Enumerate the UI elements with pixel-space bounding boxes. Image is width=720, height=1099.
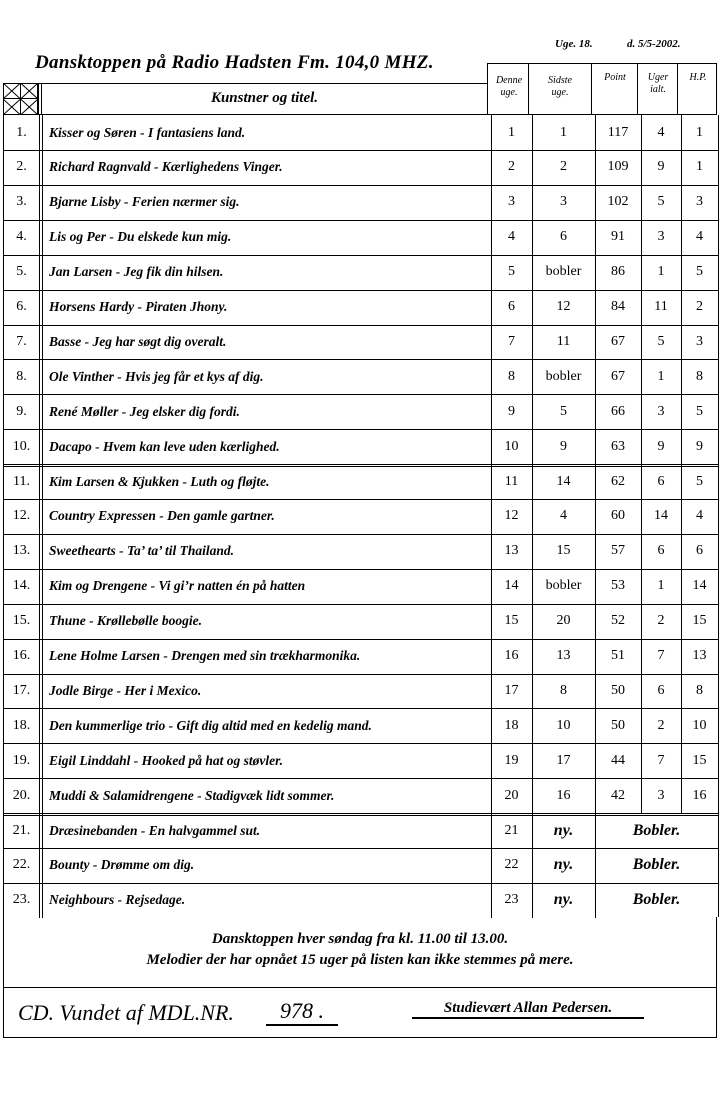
- points-value: 117: [607, 124, 629, 140]
- last-week-value: bobler: [545, 264, 582, 280]
- weeks-value: 6: [657, 543, 665, 559]
- rank-number: 5.: [16, 264, 27, 280]
- last-week-value: 17: [556, 752, 571, 768]
- hp-value: 15: [692, 752, 707, 768]
- last-week-value: 3: [560, 194, 567, 210]
- rank-number: 6.: [16, 299, 27, 314]
- col-artist-title: Kunstner og titel.: [210, 90, 319, 106]
- last-week-value: bobler: [545, 368, 582, 384]
- rank-number: 7.: [16, 333, 27, 349]
- rank-number: 21.: [12, 822, 31, 838]
- hp-value: 8: [696, 368, 703, 384]
- artist-title: Horsens Hardy - Piraten Jhony.: [49, 299, 228, 314]
- last-week-value: 9: [560, 438, 567, 454]
- points-value: 42: [611, 787, 625, 803]
- last-week-value: 10: [556, 717, 571, 733]
- weeks-value: 5: [657, 333, 665, 349]
- rank-number: 9.: [16, 403, 27, 419]
- hp-value: 6: [696, 543, 703, 559]
- artist-title: Eigil Linddahl - Hooked på hat og støvler.: [49, 752, 284, 768]
- table-row: [4, 778, 718, 816]
- rank-number: 2.: [16, 159, 27, 175]
- artist-title: Muddi & Salamidrengene - Stadigvæk lidt sommer.: [49, 787, 335, 803]
- last-week-value: 11: [556, 333, 571, 349]
- rank-number: 3.: [16, 194, 27, 210]
- last-week-value: 6: [560, 229, 567, 245]
- table-row: [4, 115, 718, 151]
- last-week-value: ny.: [553, 856, 574, 874]
- hp-value: 8: [696, 682, 703, 698]
- hp-value: 1: [696, 159, 703, 175]
- hp-value: 15: [692, 613, 707, 629]
- rank-number: 20.: [12, 787, 31, 803]
- points-value: 91: [611, 229, 625, 245]
- rank-number: 4.: [16, 229, 27, 245]
- points-value: 66: [611, 403, 625, 419]
- table-row: [4, 673, 718, 709]
- points-value: 44: [611, 752, 625, 768]
- table-row: [4, 185, 718, 221]
- rank-number: 19.: [12, 752, 31, 768]
- last-week-value: ny.: [553, 891, 574, 909]
- rank-number: 18.: [12, 717, 31, 733]
- artist-title: Bounty - Drømme om dig.: [49, 857, 195, 873]
- this-week-value: 1: [508, 124, 515, 140]
- artist-title: Dræsinebanden - En halvgammel sut.: [49, 822, 261, 838]
- artist-title: Kisser og Søren - I fantasiens land.: [49, 124, 246, 140]
- page-title: Dansktoppen på Radio Hadsten Fm. 104,0 MHZ.: [35, 52, 434, 73]
- artist-title: Bjarne Lisby - Ferien nærmer sig.: [49, 194, 240, 210]
- rank-number: 16.: [12, 648, 31, 663]
- rank-number: 1.: [16, 124, 27, 140]
- weeks-value: 1: [657, 264, 665, 280]
- artist-title: Kim og Drengene - Vi gi’r natten én på hatten: [49, 578, 306, 594]
- last-week-value: 5: [560, 403, 567, 419]
- table-header: [3, 63, 717, 115]
- hp-value: 4: [696, 508, 703, 524]
- artist-title: Jan Larsen - Jeg fik din hilsen.: [49, 264, 224, 280]
- hp-value: 16: [692, 787, 707, 803]
- rank-number: 13.: [12, 543, 31, 559]
- rank-number: 12.: [12, 508, 31, 524]
- hp-value: 4: [696, 229, 703, 245]
- status-label: Bobler.: [632, 856, 681, 874]
- weeks-value: 4: [657, 124, 665, 140]
- points-value: 50: [611, 682, 625, 698]
- this-week-value: 13: [504, 543, 519, 559]
- host-label: Studievært Allan Pedersen.: [412, 1000, 644, 1019]
- col-this-week: Denne uge.: [495, 75, 523, 98]
- last-week-value: 20: [556, 613, 571, 629]
- date-label: d. 5/5-2002.: [627, 38, 681, 50]
- table-row: [4, 499, 718, 535]
- points-value: 86: [611, 264, 625, 280]
- weeks-value: 9: [657, 159, 665, 175]
- artist-title: Den kummerlige trio - Gift dig altid med en kedelig mand.: [49, 717, 372, 733]
- artist-title: Basse - Jeg har søgt dig overalt.: [49, 333, 227, 349]
- last-week-value: bobler: [545, 578, 582, 594]
- this-week-value: 20: [504, 787, 519, 803]
- points-value: 52: [611, 613, 625, 629]
- status-label: Bobler.: [632, 891, 681, 909]
- table-row: [4, 464, 718, 500]
- rank-number: 17.: [12, 682, 31, 698]
- points-value: 50: [611, 717, 625, 733]
- table-row: [4, 569, 718, 605]
- this-week-value: 12: [504, 508, 519, 524]
- footer-info-box: [3, 917, 717, 988]
- rank-number: 15.: [12, 613, 31, 629]
- table-row: [4, 743, 718, 779]
- status-label: Bobler.: [632, 821, 681, 839]
- cd-number: 978 .: [266, 998, 338, 1026]
- table-row: [4, 534, 718, 570]
- points-value: 62: [611, 473, 625, 489]
- week-label: Uge. 18.: [555, 38, 593, 50]
- hp-value: 13: [692, 648, 707, 663]
- this-week-value: 19: [504, 752, 519, 768]
- table-row: [4, 255, 718, 291]
- artist-title: René Møller - Jeg elsker dig fordi.: [49, 403, 240, 419]
- hp-value: 2: [696, 299, 703, 314]
- weeks-value: 7: [657, 648, 665, 663]
- this-week-value: 11: [504, 473, 519, 489]
- table-row: [4, 290, 718, 326]
- this-week-value: 17: [504, 682, 519, 698]
- last-week-value: 1: [560, 124, 567, 140]
- col-hp: H.P.: [689, 72, 707, 83]
- hp-value: 3: [696, 333, 703, 349]
- this-week-value: 18: [504, 717, 519, 733]
- hp-value: 5: [696, 473, 703, 489]
- last-week-value: 12: [556, 299, 571, 314]
- rank-number: 10.: [12, 438, 31, 454]
- table-row: [4, 220, 718, 256]
- col-points: Point: [604, 72, 626, 83]
- points-value: 102: [607, 194, 629, 210]
- last-week-value: 16: [556, 787, 571, 803]
- this-week-value: 21: [504, 822, 519, 838]
- rank-number: 11.: [13, 473, 30, 489]
- artist-title: Lis og Per - Du elskede kun mig.: [49, 229, 232, 245]
- weeks-value: 3: [657, 229, 665, 245]
- this-week-value: 5: [508, 264, 515, 280]
- weeks-value: 6: [657, 473, 665, 489]
- hp-value: 5: [696, 264, 703, 280]
- weeks-value: 2: [657, 717, 665, 733]
- points-value: 67: [611, 333, 625, 349]
- artist-title: Richard Ragnvald - Kærlighedens Vinger.: [49, 159, 283, 175]
- rank-number: 22.: [12, 857, 31, 873]
- artist-title: Thune - Krøllebølle boogie.: [49, 613, 202, 629]
- this-week-value: 14: [504, 578, 519, 594]
- this-week-value: 2: [508, 159, 515, 175]
- chart-table: [3, 115, 719, 917]
- weeks-value: 3: [657, 787, 665, 803]
- last-week-value: 15: [556, 543, 571, 559]
- this-week-value: 6: [508, 299, 515, 314]
- table-row: [4, 150, 718, 186]
- new-entry-row: [4, 848, 718, 884]
- last-week-value: 13: [556, 648, 571, 663]
- artist-title: Lene Holme Larsen - Drengen med sin trækharmonika.: [49, 648, 361, 663]
- points-value: 60: [611, 508, 625, 524]
- artist-title: Jodle Birge - Her i Mexico.: [49, 682, 202, 698]
- this-week-value: 16: [504, 648, 519, 663]
- this-week-value: 8: [508, 368, 515, 384]
- hp-value: 1: [696, 124, 703, 140]
- this-week-value: 4: [508, 229, 515, 245]
- points-value: 67: [611, 368, 625, 384]
- table-row: [4, 394, 718, 430]
- artist-title: Ole Vinther - Hvis jeg får et kys af dig.: [49, 368, 264, 384]
- rank-number: 8.: [16, 368, 27, 384]
- weeks-value: 1: [657, 368, 665, 384]
- weeks-value: 6: [657, 682, 665, 698]
- this-week-value: 3: [508, 194, 515, 210]
- last-week-value: 8: [560, 682, 567, 698]
- table-row: [4, 639, 718, 675]
- artist-title: Dacapo - Hvem kan leve uden kærlighed.: [49, 438, 280, 454]
- points-value: 84: [611, 299, 625, 314]
- footer-info-line2: Melodier der har opnået 15 uger på listen kan ikke stemmes på mere.: [146, 952, 574, 968]
- points-value: 53: [611, 578, 625, 594]
- artist-title: Kim Larsen & Kjukken - Luth og fløjte.: [49, 473, 270, 489]
- points-value: 109: [607, 159, 629, 175]
- last-week-value: 2: [560, 159, 567, 175]
- this-week-value: 15: [504, 613, 519, 629]
- weeks-value: 5: [657, 194, 665, 210]
- points-value: 63: [611, 438, 625, 454]
- artist-title: Neighbours - Rejsedage.: [49, 892, 186, 908]
- footer-info-line1: Dansktoppen hver søndag fra kl. 11.00 til 13.00.: [211, 931, 509, 947]
- hp-value: 9: [696, 438, 703, 454]
- weeks-value: 7: [657, 752, 665, 768]
- new-entry-row: [4, 883, 718, 918]
- table-row: [4, 359, 718, 395]
- last-week-value: 14: [556, 473, 571, 489]
- hp-value: 14: [692, 578, 707, 594]
- artist-title: Sweethearts - Ta’ ta’ til Thailand.: [49, 543, 235, 559]
- points-value: 57: [611, 543, 625, 559]
- table-row: [4, 429, 718, 467]
- weeks-value: 1: [657, 578, 665, 594]
- weeks-value: 3: [657, 403, 665, 419]
- this-week-value: 22: [504, 857, 519, 873]
- artist-title: Country Expressen - Den gamle gartner.: [49, 508, 275, 524]
- rank-number: 14.: [12, 578, 31, 594]
- new-entry-row: [4, 813, 718, 849]
- last-week-value: 4: [560, 508, 567, 524]
- table-row: [4, 324, 718, 360]
- hp-value: 10: [692, 717, 707, 733]
- table-row: [4, 708, 718, 744]
- hp-value: 3: [696, 194, 703, 210]
- table-row: [4, 604, 718, 640]
- cross-icon: [3, 83, 39, 115]
- hp-value: 5: [696, 403, 703, 419]
- weeks-value: 2: [657, 613, 665, 629]
- points-value: 51: [611, 648, 625, 663]
- weeks-value: 14: [654, 508, 668, 524]
- weeks-value: 9: [657, 438, 665, 454]
- last-week-value: ny.: [553, 821, 574, 839]
- weeks-value: 11: [654, 299, 668, 314]
- this-week-value: 23: [504, 892, 519, 908]
- col-weeks: Uger ialt.: [647, 72, 669, 95]
- footer-cd-box: [3, 988, 717, 1038]
- col-last-week: Sidste uge.: [548, 75, 572, 98]
- this-week-value: 7: [508, 333, 515, 349]
- this-week-value: 9: [508, 403, 515, 419]
- rank-number: 23.: [12, 892, 31, 908]
- cd-label: CD. Vundet af MDL.NR.: [18, 1000, 234, 1025]
- this-week-value: 10: [504, 438, 519, 454]
